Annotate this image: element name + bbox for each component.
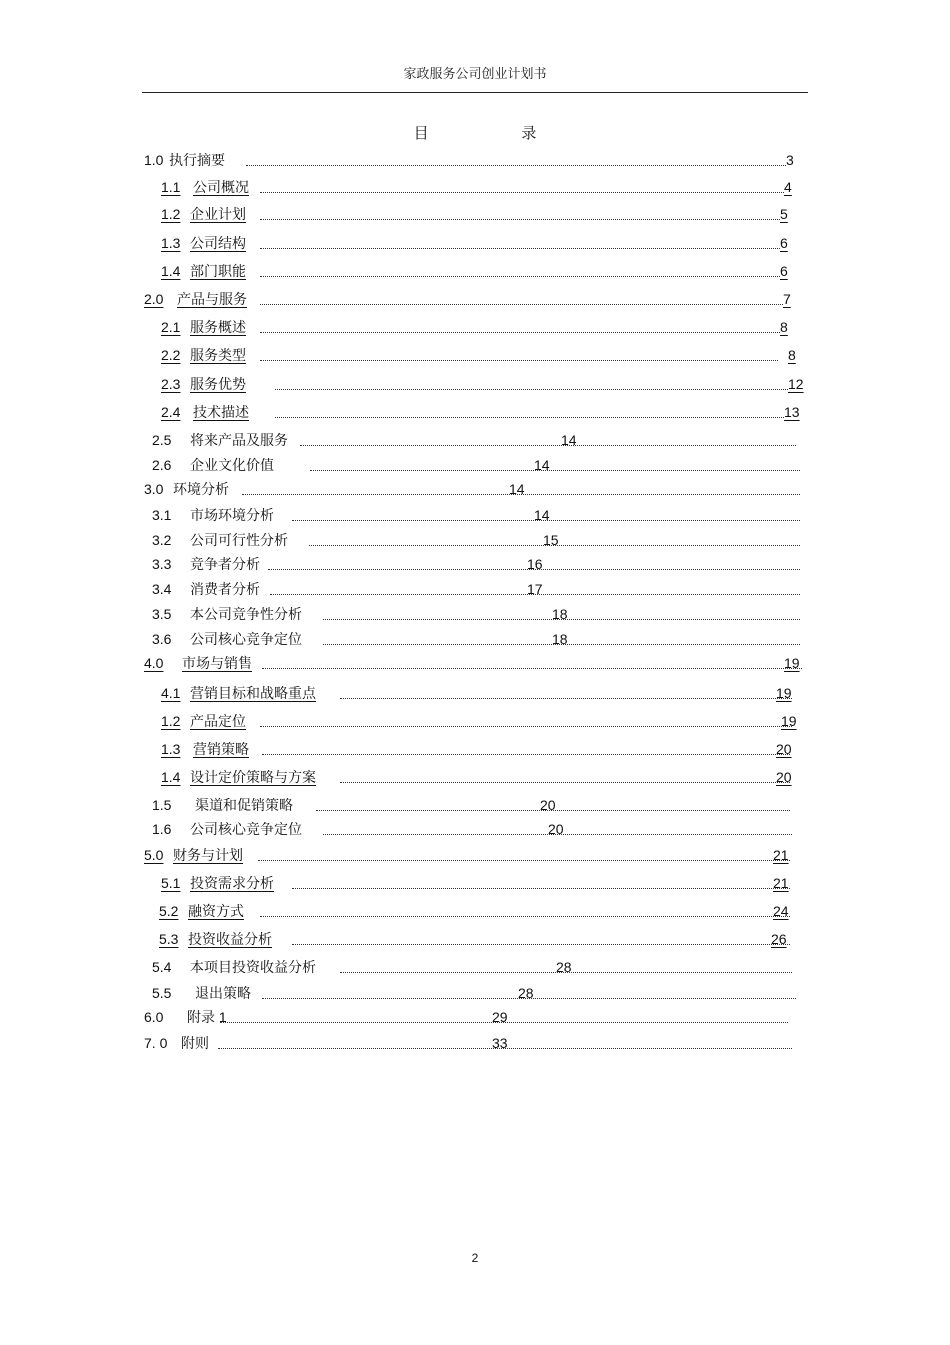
toc-entry[interactable] [0,345,950,365]
toc-entry-title: 本项目投资收益分析 [190,959,316,975]
toc-entry-title: 营销策略 [193,741,249,757]
toc-entry[interactable] [0,767,950,787]
toc-entry[interactable] [0,554,950,574]
toc-entry[interactable] [0,430,950,450]
toc-entry-title: 投资需求分析 [190,875,274,891]
toc-entry-title: 附录 1 [187,1009,227,1025]
toc-dot-leader [340,782,790,783]
toc-entry-title: 技术描述 [193,404,249,420]
toc-entry[interactable] [0,150,950,170]
toc-entry-number: 3.2 [152,532,172,548]
toc-entry-page: 6 [780,263,788,279]
toc-dot-leader [340,698,792,699]
toc-dot-leader [310,470,800,471]
toc-entry-page: 19 [784,655,800,671]
toc-entry-page: 19 [781,713,797,729]
toc-entry-title: 本公司竞争性分析 [190,606,302,622]
toc-entry-number: 1.4 [161,769,181,785]
toc-entry[interactable] [0,629,950,649]
toc-entry-number: 1.1 [161,179,181,195]
toc-entry[interactable] [0,929,950,949]
toc-entry-number: 5.5 [152,985,172,1001]
page-number: 2 [471,1251,479,1265]
toc-entry-number: 2.6 [152,457,172,473]
toc-entry-title: 渠道和促销策略 [195,797,293,813]
toc-entry-title: 退出策略 [195,985,251,1001]
toc-entry-number: 5.1 [161,875,181,891]
toc-entry-page: 6 [780,235,788,251]
toc-entry-page: 28 [518,985,534,1001]
toc-entry-number: 5.2 [159,903,179,919]
toc-entry-title: 公司核心竞争定位 [190,631,302,647]
toc-entry-page: 33 [492,1035,508,1051]
toc-dot-leader [260,248,780,249]
toc-entry-title: 部门职能 [190,263,246,279]
toc-entry-title: 融资方式 [188,903,244,919]
toc-entry-number: 2.1 [161,319,181,335]
toc-dot-leader [292,944,790,945]
toc-entry[interactable] [0,711,950,731]
toc-entry-page: 17 [527,581,543,597]
toc-entry-page: 8 [780,319,788,335]
toc-entry-page: 29 [492,1009,508,1025]
toc-entry-number: 5.3 [159,931,179,947]
toc-entry-page: 14 [534,507,550,523]
toc-entry-title: 公司结构 [190,235,246,251]
toc-entry[interactable] [0,819,950,839]
toc-entry-title: 市场与销售 [182,655,252,671]
toc-entry-page: 13 [784,404,800,420]
toc-entry-title: 公司核心竞争定位 [190,821,302,837]
toc-entry-page: 18 [552,606,568,622]
toc-entry-title: 执行摘要 [169,152,225,168]
toc-entry-number: 5.4 [152,959,172,975]
toc-entry-title: 设计定价策略与方案 [190,769,316,785]
toc-entry[interactable] [0,289,950,309]
toc-entry-page: 20 [776,741,792,757]
toc-entry-number: 3.6 [152,631,172,647]
toc-dot-leader [260,332,780,333]
toc-entry-title: 营销目标和战略重点 [190,685,316,701]
toc-entry-number: 7. 0 [144,1035,168,1051]
toc-entry[interactable] [0,204,950,224]
toc-dot-leader [275,389,788,390]
toc-entry[interactable] [0,455,950,475]
toc-entry-title: 产品与服务 [177,291,247,307]
toc-entry[interactable] [0,233,950,253]
toc-entry-page: 12 [788,376,804,392]
toc-entry[interactable] [0,957,950,977]
toc-entry[interactable] [0,845,950,865]
toc-entry-title: 竞争者分析 [190,556,260,572]
toc-entry-title: 公司可行性分析 [190,532,288,548]
toc-entry-number: 1.6 [152,821,172,837]
toc-dot-leader [258,860,790,861]
toc-entry[interactable] [0,1007,950,1027]
toc-entry-page: 26 [771,931,787,947]
toc-entry[interactable] [0,983,950,1003]
toc-entry[interactable] [0,873,950,893]
toc-entry-number: 3.5 [152,606,172,622]
toc-entry-number: 4.1 [161,685,181,701]
toc-entry-page: 5 [780,206,788,222]
toc-dot-leader [260,304,783,305]
toc-entry-page: 7 [783,291,791,307]
toc-entry[interactable] [0,579,950,599]
toc-entry[interactable] [0,261,950,281]
toc-entry-page: 28 [556,959,572,975]
toc-entry-title: 市场环境分析 [190,507,274,523]
toc-entry[interactable] [0,479,950,499]
toc-entry-number: 5.0 [144,847,164,863]
toc-entry-title: 服务概述 [190,319,246,335]
toc-title: 目 录 [413,124,581,142]
toc-entry-page: 15 [543,532,559,548]
toc-dot-leader [260,276,780,277]
toc-entry-page: 20 [776,769,792,785]
toc-entry-page: 4 [784,179,792,195]
toc-dot-leader [262,754,790,755]
toc-entry-page: 20 [548,821,564,837]
toc-entry-number: 3.3 [152,556,172,572]
toc-entry-number: 1.3 [161,741,181,757]
toc-entry-page: 14 [561,432,577,448]
toc-entry-title: 服务类型 [190,347,246,363]
toc-entry-page: 14 [509,481,525,497]
toc-entry-title: 服务优势 [190,376,246,392]
toc-dot-leader [260,192,784,193]
toc-entry[interactable] [0,901,950,921]
toc-entry-number: 2.2 [161,347,181,363]
toc-entry[interactable] [0,1033,950,1053]
toc-entry[interactable] [0,739,950,759]
toc-entry-page: 16 [527,556,543,572]
toc-entry-number: 3.4 [152,581,172,597]
toc-entry-page: 3 [786,152,794,168]
toc-dot-leader [260,916,790,917]
toc-entry-page: 21 [773,875,789,891]
toc-dot-leader [262,668,802,669]
toc-entry-number: 2.3 [161,376,181,392]
toc-entry[interactable] [0,653,950,673]
document-title: 家政服务公司创业计划书 [403,67,547,82]
toc-entry[interactable] [0,604,950,624]
toc-entry-title: 财务与计划 [173,847,243,863]
toc-entry[interactable] [0,795,950,815]
toc-entry-page: 14 [534,457,550,473]
toc-entry-number: 1.4 [161,263,181,279]
toc-dot-leader [300,445,796,446]
toc-entry[interactable] [0,505,950,525]
toc-entry[interactable] [0,374,950,394]
toc-entry-number: 4.0 [144,655,164,671]
toc-entry[interactable] [0,317,950,337]
toc-entry-title: 企业文化价值 [190,457,274,473]
toc-entry-number: 1.2 [161,206,181,222]
toc-entry-page: 20 [540,797,556,813]
toc-entry-title: 消费者分析 [190,581,260,597]
toc-entry-title: 附则 [181,1035,209,1051]
toc-entry-title: 企业计划 [190,206,246,222]
toc-entry-title: 产品定位 [190,713,246,729]
toc-entry-number: 1.5 [152,797,172,813]
toc-entry-title: 投资收益分析 [188,931,272,947]
toc-entry-page: 18 [552,631,568,647]
toc-entry[interactable] [0,530,950,550]
toc-dot-leader [275,417,784,418]
toc-entry-number: 2.4 [161,404,181,420]
toc-entry-number: 2.5 [152,432,172,448]
page-header [142,66,808,93]
toc-dot-leader [246,165,786,166]
toc-entry-number: 3.0 [144,481,164,497]
toc-entry-page: 24 [773,903,789,919]
toc-entry-number: 3.1 [152,507,172,523]
toc-entry[interactable] [0,683,950,703]
toc-entry-number: 2.0 [144,291,164,307]
toc-entry-number: 1.2 [161,713,181,729]
toc-entry[interactable] [0,402,950,422]
toc-dot-leader [260,726,792,727]
toc-entry-page: 21 [773,847,789,863]
toc-entry-title: 环境分析 [173,481,229,497]
toc-entry-title: 公司概况 [193,179,249,195]
toc-dot-leader [260,219,780,220]
toc-entry-title: 将来产品及服务 [190,432,288,448]
toc-entry-page: 19 [776,685,792,701]
toc-entry-number: 1.0 [144,152,164,168]
toc-entry-number: 6.0 [144,1009,164,1025]
toc-entry-page: 8 [788,347,796,363]
toc-dot-leader [260,360,778,361]
toc-entry-number: 1.3 [161,235,181,251]
toc-dot-leader [292,888,790,889]
toc-entry[interactable] [0,177,950,197]
